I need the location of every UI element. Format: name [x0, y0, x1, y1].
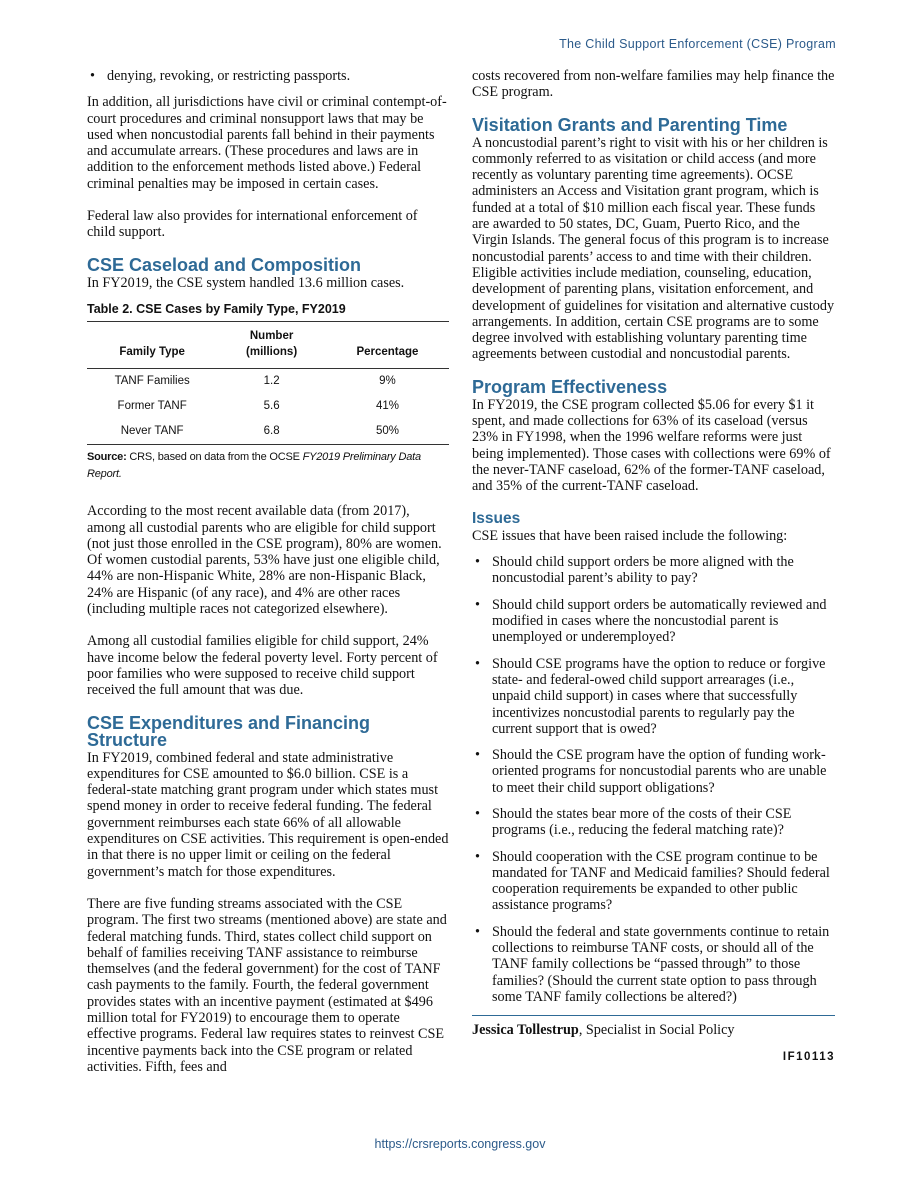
cell-family-type: Never TANF: [87, 419, 217, 445]
table-row: [87, 419, 449, 445]
paragraph-funding-streams: There are five funding streams associated with the CSE program. The first two streams (mentioned above) are state and federal matching funds. Third, states collect child support on behalf of families receiving TANF assistance to reimburse themselves (and the federal government) for the cost of TANF cash payments to the family. Fourth, the federal government provides states with an incentive payment (estimated at $496 million total for FY2019) to encourage them to operate effective programs. Federal law requires states to reinvest CSE incentive payments back into the CSE program or related activities. Fifth, fees and: [87, 895, 447, 1075]
heading-expenditures: CSE Expenditures and Financing Structure: [87, 712, 371, 750]
list-item: • Should child support orders be more aligned with the noncustodial parent’s ability to pay?: [472, 554, 835, 587]
list-item: • Should the states bear more of the costs of their CSE programs (i.e., reducing the federal matching rate)?: [472, 806, 835, 839]
paragraph-issues-intro: CSE issues that have been raised include the following:: [472, 527, 788, 544]
list-item: • Should CSE programs have the option to reduce or forgive state- and federal-owed child support arrearages (i.e., unpaid child support) in cases where that successfully incentivizes noncustodial parents to regularly pay the current support that is owed?: [472, 656, 835, 737]
cell-family-type: Former TANF: [117, 400, 187, 413]
table-header-row: [87, 322, 449, 369]
column-header-percentage: Percentage: [326, 322, 449, 369]
source-label: Source:: [87, 451, 127, 464]
list-item: • Should the CSE program have the option of funding work-oriented programs for noncustodial parents who are unable to meet their child support obligations?: [472, 747, 835, 796]
right-column: [472, 68, 835, 1065]
cell-percentage: 9%: [379, 375, 396, 388]
paragraph-expenditures: In FY2019, combined federal and state administrative expenditures for CSE amounted to $6.0 billion. CSE is a federal-state matching grant program under which states must spend money in order to receive federal funding. The federal government reimburses each state 66% of all allowable expenditures on CSE activities. This requirement is open-ended in that there is no upper limit or ceiling on the federal government’s match for those expenditures.: [87, 749, 449, 880]
cell-percentage: 50%: [326, 419, 449, 445]
author-name: Jessica Tollestrup: [472, 1022, 579, 1039]
cell-family-type: TANF Families: [114, 375, 190, 388]
column-header-number: Number (millions): [217, 322, 326, 369]
heading-caseload: CSE Caseload and Composition: [87, 254, 362, 275]
list-item: • Should the federal and state governments continue to retain collections to reimburse TANF costs, or should all of the TANF family collections be “passed through” to those families? (Should the current state option to pass through some TANF family collections be altered?): [472, 924, 835, 1005]
cases-table: [87, 321, 449, 445]
cell-percentage: 41%: [375, 400, 399, 413]
cell-number: 6.8: [217, 419, 326, 445]
source-report-title: FY2019 Preliminary Data Report.: [87, 451, 421, 481]
heading-visitation: Visitation Grants and Parenting Time: [472, 114, 788, 135]
table-row: [87, 369, 449, 395]
footer-url[interactable]: https://crsreports.congress.gov: [374, 1137, 546, 1151]
source-text: CRS, based on data from the OCSE: [129, 451, 300, 464]
top-bullet-list: [87, 68, 449, 84]
heading-issues: Issues: [472, 509, 521, 527]
list-item: • Should cooperation with the CSE program continue to be mandated for TANF and Medicaid families? Should federal cooperation requirements be expanded to other public assistance programs?: [472, 849, 835, 914]
paragraph-visitation: A noncustodial parent’s right to visit with his or her children is commonly referred to as visitation or child access (and more recently as voluntary parenting time agreements). OCSE administers an Access and Visitation grant program, which is funded at a total of $10 million each fiscal year. These funds are awarded to 50 states, DC, Guam, Puerto Rico, and the Virgin Islands. The general focus of this program is to increase noncustodial parents’ access to and time with their children. Eligible activities include mediation, counseling, education, development of parenting plans, visitation enforcement, and development of guidelines for visitation and alternative custody arrangements. In addition, certain CSE programs are to some degree involved with establishing voluntary parenting time agreements between custodial and noncustodial parents.: [472, 134, 835, 363]
table-row: [87, 394, 449, 419]
paragraph-custodial-parents: According to the most recent available data (from 2017), among all custodial parents who are eligible for child support (not just those enrolled in the CSE program), 80% are women. Of women custodial parents, 53% have just one eligible child, 44% are non-Hispanic White, 28% are non-Hispanic Black, 24% are Hispanic (of any race), and 4% are other races (including multiple races not categorized elsewhere).: [87, 503, 442, 618]
cell-number: 5.6: [263, 400, 280, 413]
list-item: • denying, revoking, or restricting passports.: [87, 68, 449, 84]
author-line: [472, 1022, 835, 1038]
issues-list: [472, 554, 835, 1005]
paragraph-caseload: In FY2019, the CSE system handled 13.6 million cases.: [87, 274, 405, 291]
cell-number: 1.2: [263, 375, 280, 388]
table-source-note: [87, 449, 449, 483]
paragraph-continued: costs recovered from non-welfare families may help finance the CSE program.: [472, 68, 835, 101]
author-title: , Specialist in Social Policy: [578, 1022, 735, 1039]
table-title: Table 2. CSE Cases by Family Type, FY2019: [87, 301, 346, 316]
paragraph-poverty: Among all custodial families eligible for child support, 24% have income below the federal poverty level. Forty percent of poor families who were supposed to receive child support received the full amount that was due.: [87, 633, 438, 699]
paragraph-civil-procedures: In addition, all jurisdictions have civil or criminal contempt-of-court procedures and criminal nonsupport laws that may be used when noncustodial parents fall behind in their payments and accumulate arrears. (These procedures and laws are in addition to the enforcement methods listed above.) Federal criminal penalties may be imposed in certain cases.: [87, 94, 447, 192]
left-column: [87, 68, 449, 1091]
document-id: IF10113: [782, 1050, 835, 1063]
heading-effectiveness: Program Effectiveness: [472, 376, 668, 397]
list-item: • Should child support orders be automatically reviewed and modified in cases where the noncustodial parent is unemployed or underemployed?: [472, 597, 835, 646]
author-divider: [472, 1015, 835, 1016]
column-header-family-type: Family Type: [87, 322, 217, 369]
paragraph-international: Federal law also provides for international enforcement of child support.: [87, 208, 418, 241]
paragraph-effectiveness: In FY2019, the CSE program collected $5.06 for every $1 it spent, and made collections for 63% of its caseload (versus 23% in FY1998, when the 1996 welfare reforms were just being implemented). Those cases with collections were 69% of the never-TANF caseload, 62% of the former-TANF caseload, and 35% of the current-TANF caseload.: [472, 396, 831, 495]
running-header: The Child Support Enforcement (CSE) Program: [559, 37, 836, 51]
